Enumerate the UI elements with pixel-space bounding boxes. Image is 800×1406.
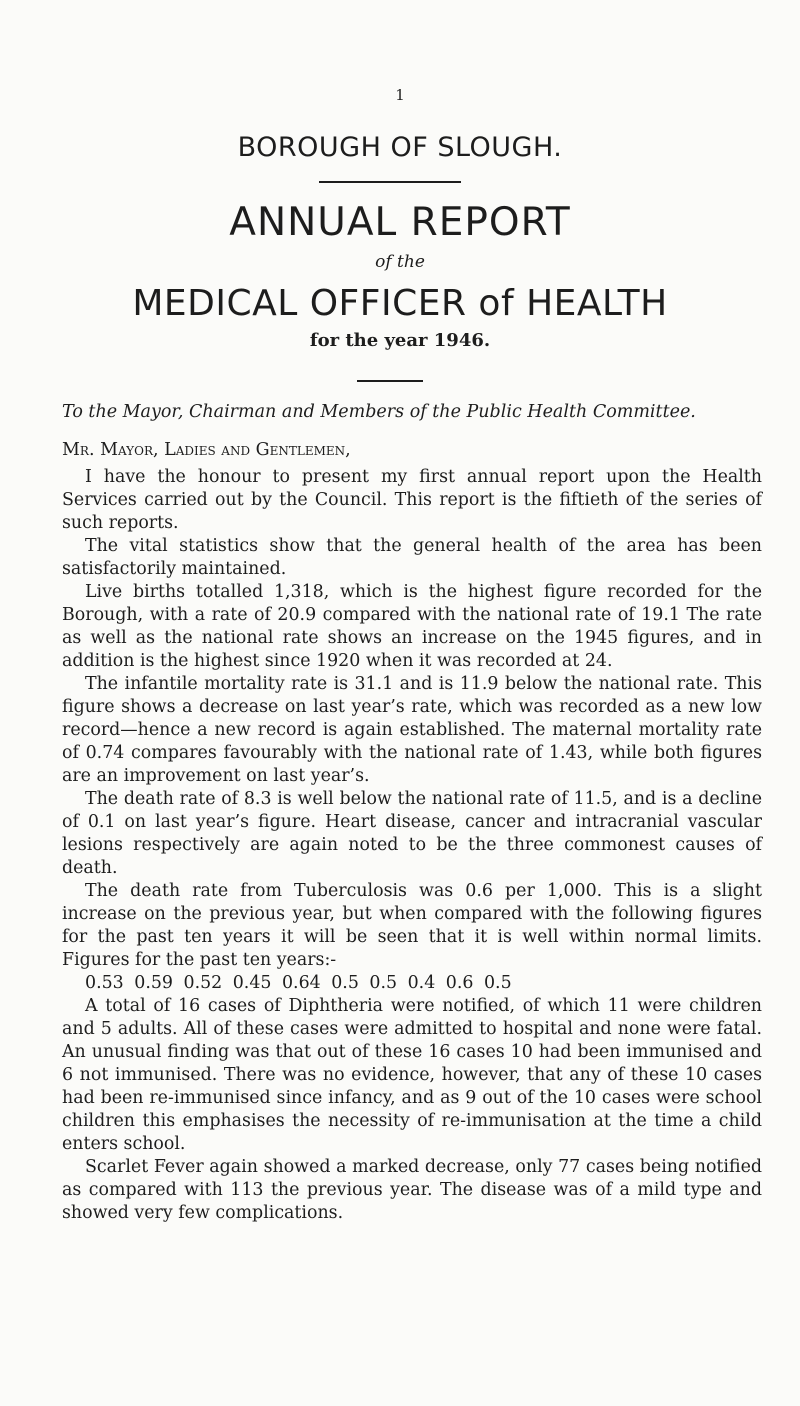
tb-rates-row: 0.53 0.59 0.52 0.45 0.64 0.5 0.5 0.4 0.6 0.5 — [85, 973, 512, 993]
paragraph: A total of 16 cases of Diphtheria were notified, of which 11 were children and 5 adults. All of these cases were admitted to hospital and none were fatal. An unusual finding was that out of these 16 cases 10 had been immunised and 6 not immunised. There was no evidence, however, that any of these 10 cases had been re-immunised since infancy, and as 9 out of the 10 cases were school children this emphasises the necessity of re-immunisation at the time a child enters school. — [62, 996, 762, 1154]
of-the-subtitle: of the — [375, 252, 425, 272]
divider-rule — [319, 181, 461, 183]
report-body — [62, 466, 762, 1225]
report-title: ANNUAL REPORT — [229, 200, 571, 245]
paragraph: I have the honour to present my first annual report upon the Health Services carried out by the Council. This report is the fiftieth of the series of such reports. — [62, 467, 762, 533]
paragraph: The death rate from Tuberculosis was 0.6 per 1,000. This is a slight increase on the previous year, but when compared with the following figures for the past ten years it will be seen that it is well within normal limits. Figures for the past ten years:- — [62, 881, 762, 970]
divider-rule-short — [357, 380, 423, 382]
officer-title: MEDICAL OFFICER of HEALTH — [132, 283, 668, 324]
salutation: Mr. Mayor, Ladies and Gentlemen, — [62, 440, 351, 460]
paragraph: Scarlet Fever again showed a marked decrease, only 77 cases being notified as compared with 113 the previous year. The disease was of a mild type and showed very few complications. — [62, 1157, 762, 1223]
paragraph: The vital statistics show that the general health of the area has been satisfactorily maintained. — [62, 536, 762, 579]
address-line: To the Mayor, Chairman and Members of the Public Health Committee. — [62, 402, 696, 422]
borough-heading: BOROUGH OF SLOUGH. — [237, 132, 563, 163]
page-number: 1 — [395, 86, 405, 104]
paragraph: Live births totalled 1,318, which is the highest figure recorded for the Borough, with a rate of 20.9 compared with the national rate of 19.1 The rate as well as the national rate shows an increase on the 1945 figures, and in addition is the highest since 1920 when it was recorded at 24. — [62, 582, 762, 671]
paragraph: The infantile mortality rate is 31.1 and is 11.9 below the national rate. This figure shows a decrease on last year’s rate, which was recorded as a new low record—hence a new record is again established. The maternal mortality rate of 0.74 compares favourably with the national rate of 1.43, while both figures are an improvement on last year’s. — [62, 674, 762, 786]
report-year: for the year 1946. — [309, 330, 491, 351]
paragraph: The death rate of 8.3 is well below the national rate of 11.5, and is a decline of 0.1 on last year’s figure. Heart disease, cancer and intracranial vascular lesions respectively are again noted to be the three commonest causes of death. — [62, 789, 762, 878]
